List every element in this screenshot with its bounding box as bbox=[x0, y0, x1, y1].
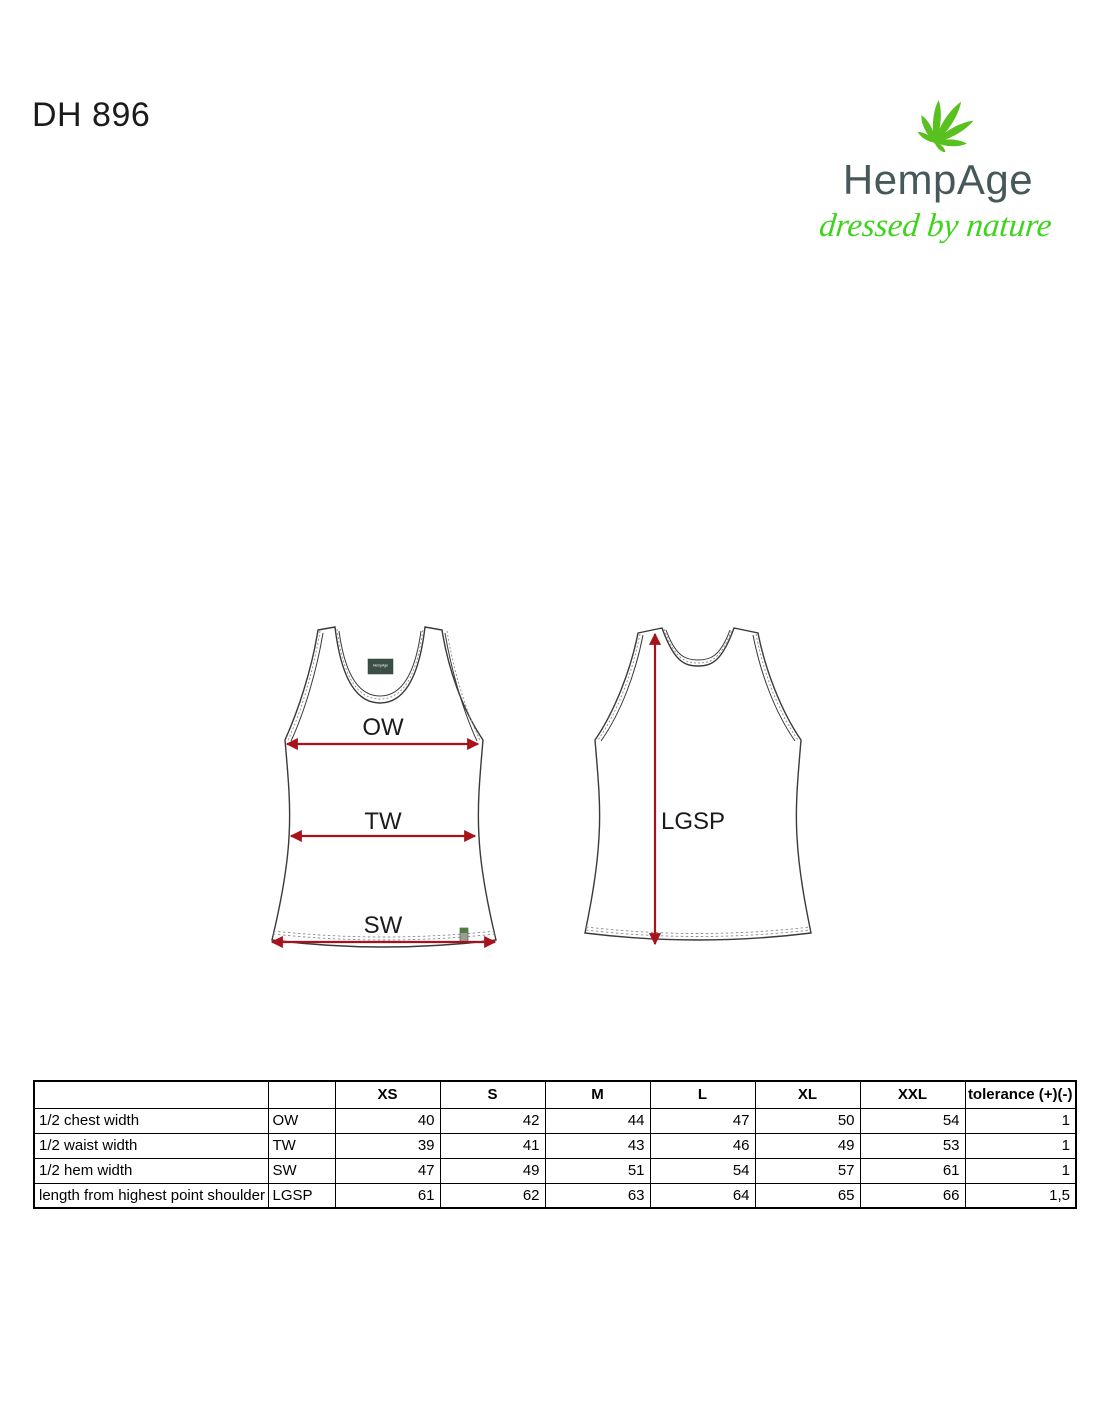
value-cell: 42 bbox=[440, 1108, 545, 1133]
brand-tagline: dressed by nature bbox=[817, 208, 1054, 244]
value-cell: 57 bbox=[755, 1158, 860, 1183]
value-cell: 61 bbox=[335, 1183, 440, 1208]
row-label: 1/2 hem width bbox=[34, 1158, 268, 1183]
value-cell: 65 bbox=[755, 1183, 860, 1208]
value-cell: 64 bbox=[650, 1183, 755, 1208]
value-cell: 61 bbox=[860, 1158, 965, 1183]
garment-front-sketch bbox=[266, 623, 502, 955]
header-empty-code bbox=[268, 1081, 335, 1108]
tolerance-cell: 1 bbox=[965, 1158, 1076, 1183]
table-row bbox=[34, 1158, 1076, 1183]
ow-label: OW bbox=[362, 714, 404, 741]
value-cell: 50 bbox=[755, 1108, 860, 1133]
row-label: 1/2 waist width bbox=[34, 1133, 268, 1158]
row-code: OW bbox=[268, 1108, 335, 1133]
svg-text:.: . bbox=[380, 668, 381, 672]
value-cell: 47 bbox=[335, 1158, 440, 1183]
value-cell: 39 bbox=[335, 1133, 440, 1158]
header-size-m: M bbox=[545, 1081, 650, 1108]
header-tolerance: tolerance (+)(-) bbox=[965, 1081, 1076, 1108]
header-size-l: L bbox=[650, 1081, 755, 1108]
value-cell: 66 bbox=[860, 1183, 965, 1208]
brand-name: HempAge bbox=[842, 156, 1034, 203]
row-label: length from highest point shoulder bbox=[34, 1183, 268, 1208]
value-cell: 40 bbox=[335, 1108, 440, 1133]
table-row bbox=[34, 1133, 1076, 1158]
header-size-xs: XS bbox=[335, 1081, 440, 1108]
value-cell: 41 bbox=[440, 1133, 545, 1158]
value-cell: 54 bbox=[650, 1158, 755, 1183]
value-cell: 49 bbox=[755, 1133, 860, 1158]
lgsp-label: LGSP bbox=[661, 808, 726, 835]
value-cell: 54 bbox=[860, 1108, 965, 1133]
header-size-xl: XL bbox=[755, 1081, 860, 1108]
row-code: SW bbox=[268, 1158, 335, 1183]
table-row bbox=[34, 1108, 1076, 1133]
tolerance-cell: 1,5 bbox=[965, 1183, 1076, 1208]
value-cell: 49 bbox=[440, 1158, 545, 1183]
table-row bbox=[34, 1183, 1076, 1208]
hem-tag bbox=[460, 928, 468, 942]
brand-logo bbox=[800, 86, 1070, 266]
header-size-s: S bbox=[440, 1081, 545, 1108]
tolerance-cell: 1 bbox=[965, 1108, 1076, 1133]
svg-text:HempAge: HempAge bbox=[372, 663, 389, 668]
page-title: DH 896 bbox=[32, 96, 151, 134]
header-empty-label bbox=[34, 1081, 268, 1108]
tw-label: TW bbox=[364, 808, 402, 835]
neck-label bbox=[368, 659, 393, 674]
header-size-xxl: XXL bbox=[860, 1081, 965, 1108]
front-outline bbox=[272, 627, 496, 947]
table-header-row bbox=[34, 1081, 1076, 1108]
row-code: TW bbox=[268, 1133, 335, 1158]
garment-back-sketch bbox=[576, 621, 820, 955]
size-measurement-table bbox=[33, 1080, 1077, 1209]
sw-label: SW bbox=[363, 912, 403, 939]
value-cell: 44 bbox=[545, 1108, 650, 1133]
value-cell: 43 bbox=[545, 1133, 650, 1158]
value-cell: 63 bbox=[545, 1183, 650, 1208]
hemp-leaf-icon bbox=[903, 90, 988, 152]
value-cell: 51 bbox=[545, 1158, 650, 1183]
value-cell: 47 bbox=[650, 1108, 755, 1133]
back-outline bbox=[585, 628, 811, 940]
value-cell: 62 bbox=[440, 1183, 545, 1208]
row-label: 1/2 chest width bbox=[34, 1108, 268, 1133]
value-cell: 53 bbox=[860, 1133, 965, 1158]
value-cell: 46 bbox=[650, 1133, 755, 1158]
tolerance-cell: 1 bbox=[965, 1133, 1076, 1158]
row-code: LGSP bbox=[268, 1183, 335, 1208]
